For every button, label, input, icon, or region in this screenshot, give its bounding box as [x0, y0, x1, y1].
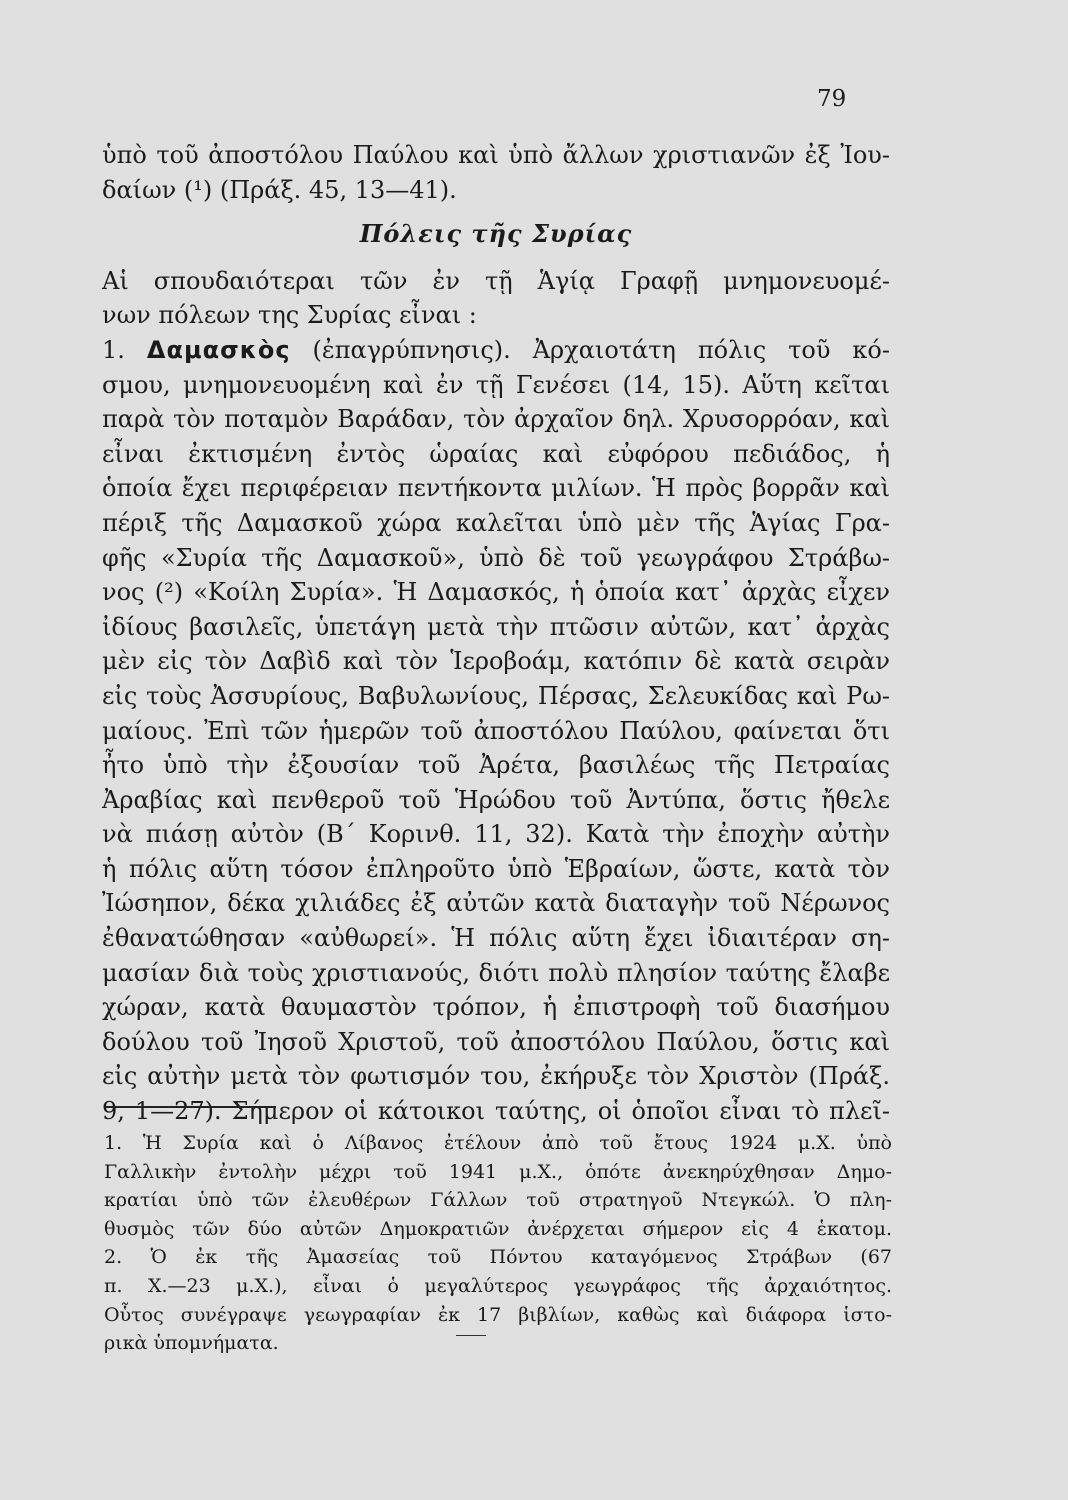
footnote-line: κρατίαι ὑπὸ τῶν ἐλευθέρων Γάλλων τοῦ στρατηγοῦ Ντεγκώλ. Ὁ πλη- [104, 1189, 892, 1212]
item-term: Δαμασκὸς [146, 335, 291, 364]
text-line: Ἀραβίας καὶ πενθεροῦ τοῦ Ἡρώδου τοῦ Ἀντύπα, ὅστις ἤθελε [102, 785, 890, 814]
list-item-damascus [102, 333, 890, 368]
text-line: Ἰώσηπον, δέκα χιλιάδες ἐξ αὐτῶν κατὰ διαταγὴν τοῦ Νέρωνος [102, 889, 890, 918]
text-line: χώραν, κατὰ θαυμαστὸν τρόπον, ἡ ἐπιστροφὴ τοῦ διασήμου [102, 993, 890, 1022]
text-line: ἰδίους βασιλεῖς, ὑπετάγη μετὰ τὴν πτῶσιν αὐτῶν, κατ᾽ ἀρχὰς [102, 612, 890, 641]
text-line: δαίων (¹) (Πράξ. 45, 13—41). [102, 175, 457, 204]
text-line: νὰ πιάσῃ αὐτὸν (Β´ Κορινθ. 11, 32). Κατὰ τὴν ἐποχὴν αὐτὴν [102, 820, 890, 849]
page-number: 79 [817, 86, 847, 112]
footnote-line: π. Χ.—23 μ.Χ.), εἶναι ὁ μεγαλύτερος γεωγράφος τῆς ἀρχαιότητος. [104, 1274, 892, 1297]
text-line: εἰς αὐτὴν μετὰ τὸν φωτισμόν του, ἐκήρυξε τὸν Χριστὸν (Πράξ. [102, 1062, 890, 1091]
text-line: εἰς τοὺς Ἀσσυρίους, Βαβυλωνίους, Πέρσας, Σελευκίδας καὶ Ρω- [102, 681, 890, 710]
text-line: ὁποία ἔχει περιφέρειαν πεντήκοντα μιλίων. Ἡ πρὸς βορρᾶν καὶ [102, 474, 890, 503]
item-number: 1. [102, 335, 125, 364]
text-line: πέριξ τῆς Δαμασκοῦ χώρα καλεῖται ὑπὸ μὲν τῆς Ἁγίας Γρα- [102, 508, 890, 537]
item-text: (ἐπαγρύπνησις). Ἀρχαιοτάτη πόλις τοῦ κό- [312, 335, 890, 364]
main-text [102, 138, 890, 1129]
text-line: παρὰ τὸν ποταμὸν Βαράδαν, τὸν ἀρχαῖον δηλ. Χρυσορρόαν, καὶ [102, 405, 890, 434]
text-line: ἐθανατώθησαν «αὐθωρεί». Ἡ πόλις αὕτη ἔχει ἰδιαιτέραν ση- [102, 924, 890, 953]
text-line: μαίους. Ἐπὶ τῶν ἡμερῶν τοῦ ἀποστόλου Παύλου, φαίνεται ὅτι [102, 716, 890, 745]
text-line: Αἱ σπουδαιότεραι τῶν ἐν τῇ Ἁγίᾳ Γραφῇ μνημονευομέ- [102, 266, 890, 295]
text-line: ἦτο ὑπὸ τὴν ἐξουσίαν τοῦ Ἀρέτα, βασιλέως τῆς Πετραίας [102, 751, 890, 780]
footnote-line: ρικὰ ὑπομνήματα. [104, 1332, 279, 1355]
text-line: μασίαν διὰ τοὺς χριστιανούς, διότι πολὺ πλησίον ταύτης ἔλαβε [102, 958, 890, 987]
footnotes [104, 1129, 892, 1358]
footnote-line: 1. Ἡ Συρία καὶ ὁ Λίβανος ἐτέλουν ἀπὸ τοῦ ἔτους 1924 μ.Χ. ὑπὸ [104, 1132, 892, 1154]
footnote-line: Γαλλικὴν ἐντολὴν μέχρι τοῦ 1941 μ.Χ., ὁπότε ἀνεκηρύχθησαν Δημο- [104, 1160, 892, 1183]
end-mark [456, 1335, 486, 1336]
text-line: ἡ πόλις αὕτη τόσον ἐπληροῦτο ὑπὸ Ἑβραίων, ὥστε, κατὰ τὸν [102, 854, 890, 883]
text-line: 9, 1—27). Σήμερον οἱ κάτοικοι ταύτης, οἱ ὁποῖοι εἶναι τὸ πλεῖ- [102, 1097, 890, 1126]
text-line: φῆς «Συρία τῆς Δαμασκοῦ», ὑπὸ δὲ τοῦ γεωγράφου Στράβω- [102, 543, 890, 572]
footnote-line: θυσμὸς τῶν δύο αὐτῶν Δημοκρατιῶν ἀνέρχεται σήμερον εἰς 4 ἑκατομ. [104, 1217, 892, 1240]
text-line: σμου, μνημονευομένη καὶ ἐν τῇ Γενέσει (14, 15). Αὕτη κεῖται [102, 370, 890, 399]
text-line: δούλου τοῦ Ἰησοῦ Χριστοῦ, τοῦ ἀποστόλου Παύλου, ὅστις καὶ [102, 1027, 890, 1056]
text-line: μὲν εἰς τὸν Δαβὶδ καὶ τὸν Ἱεροβοάμ, κατόπιν δὲ κατὰ σειρὰν [102, 647, 890, 676]
text-line: εἶναι ἐκτισμένη ἐντὸς ὡραίας καὶ εὐφόρου πεδιάδος, ἡ [102, 439, 890, 468]
footnote-line: Οὗτος συνέγραψε γεωγραφίαν ἐκ 17 βιβλίων, καθὼς καὶ διάφορα ἱστο- [104, 1303, 892, 1326]
text-line: ὑπὸ τοῦ ἀποστόλου Παύλου καὶ ὑπὸ ἄλλων χριστιανῶν ἐξ Ἰου- [102, 141, 890, 169]
section-heading: Πόλεις τῆς Συρίας [359, 219, 633, 249]
footnote-line: 2. Ὁ ἐκ τῆς Ἀμασείας τοῦ Πόντου καταγόμενος Στράβων (67 [104, 1246, 892, 1269]
footnote-divider [106, 1106, 276, 1108]
text-line: νος (²) «Κοίλη Συρία». Ἡ Δαμασκός, ἡ ὁποία κατ᾽ ἀρχὰς εἶχεν [102, 578, 890, 607]
text-line: νων πόλεων της Συρίας εἶναι : [102, 301, 477, 330]
